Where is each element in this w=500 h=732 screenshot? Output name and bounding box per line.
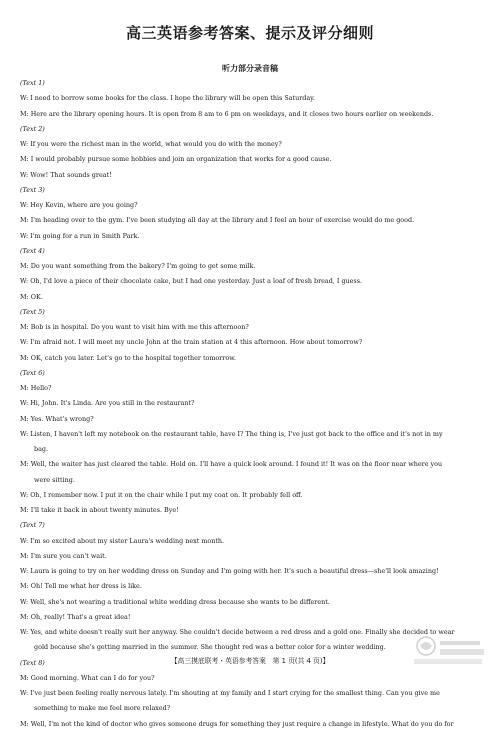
section-subtitle: 听力部分录音稿 <box>222 64 278 73</box>
page-footer: 【高三摸底联考・英语参考答案 第 1 页(共 4 页)】 <box>170 657 330 665</box>
transcript-line: W: Yes, and white doesn't really suit her anyway. She couldn't decide between a red dress and a gold one. Finally she decided to wear <box>20 628 455 636</box>
transcript-line: W: If you were the richest man in the world, what would you do with the money? <box>20 140 282 148</box>
transcript-line: W: Laura is going to try on her wedding dress on Sunday and I'm going with her. It's such a beautiful dress—she'll look amazing! <box>20 567 439 575</box>
transcript-line: W: Wow! That sounds great! <box>20 170 112 179</box>
transcript-line: M: Good morning. What can I do for you? <box>20 673 155 682</box>
transcript-line: W: Hi, John. It's Linda. Are you still in the restaurant? <box>20 399 195 408</box>
transcript-line: M: Yes. What's wrong? <box>20 414 94 423</box>
section-label: (Text 1) <box>20 79 45 87</box>
section-label: (Text 6) <box>20 368 45 377</box>
watermark-logo <box>408 633 488 667</box>
transcript-line: were sitting. <box>34 475 75 484</box>
section-label: (Text 3) <box>20 185 45 194</box>
transcript-line: M: Do you want something from the bakery? I'm going to get some milk. <box>20 262 256 270</box>
transcript-line: W: I'm so excited about my sister Laura's wedding next month. <box>20 536 225 545</box>
transcript-line: W: Well, she's not wearing a traditional white wedding dress because she wants to be different. <box>20 597 330 606</box>
page-title: 高三英语参考答案、提示及评分细则 <box>125 24 374 42</box>
transcript-line: W: I'm afraid not. I will meet my uncle John at the train station at 4 this afternoon. How about tomorrow? <box>20 338 363 347</box>
transcript-line: M: I'm sure you can't wait. <box>20 551 107 560</box>
transcript-line: M: OK, catch you later. Let's go to the hospital together tomorrow. <box>20 353 236 362</box>
transcript-line: M: I'm heading over to the gym. I've been studying all day at the library and I feel an hour of exercise would do me good. <box>20 216 415 225</box>
transcript-line: M: I'll take it back in about twenty minutes. Bye! <box>20 506 179 514</box>
transcript-line: W: I'm going for a run in Smith Park. <box>20 231 140 240</box>
transcript-line: W: Listen, I haven't left my notebook on the restaurant table, have I? The thing is, I've just got back to the office and it's not in my <box>20 429 443 438</box>
transcript-line: M: Oh, really! That's a great idea! <box>20 612 131 621</box>
transcript-line: W: Oh, I'd love a piece of their chocolate cake, but I had one yesterday. Just a loaf of fresh bread, I guess. <box>20 277 363 286</box>
transcript-line: M: Here are the library opening hours. It is open from 8 am to 6 pm on weekdays, and it closes two hours earlier on weekends. <box>20 109 434 118</box>
transcript-line: W: I need to borrow some books for the class. I hope the library will be open this Saturday. <box>20 94 315 103</box>
transcript-line: gold because she's getting married in the summer. She thought red was a better color for a winter wedding. <box>34 643 386 652</box>
transcript-line: W: I've just been feeling really nervous lately. I'm shouting at my family and I start crying for the smallest thing. Can you give me <box>20 689 440 697</box>
transcript-line: something to make me feel more relaxed? <box>34 704 171 713</box>
transcript-line: M: Bob is in hospital. Do you want to visit him with me this afternoon? <box>20 323 249 331</box>
transcript-line: M: Hello? <box>20 384 52 392</box>
section-label: (Text 7) <box>20 521 45 530</box>
transcript-line: M: I would probably pursue some hobbies and join an organization that works for a good cause. <box>20 155 332 164</box>
transcript-line: W: Oh, I remember now. I put it on the chair while I put my coat on. It probably fell off. <box>20 490 303 499</box>
section-label: (Text 8) <box>20 658 45 667</box>
transcript-line: M: Well, I'm not the kind of doctor who gives someone drugs for something they just require a change in lifestyle. What do you do for <box>20 719 454 728</box>
section-label: (Text 2) <box>20 124 45 133</box>
transcript-line: W: Hey Kevin, where are you going? <box>20 201 138 209</box>
transcript-line: M: OK. <box>20 292 43 301</box>
transcript-line: M: Well, the waiter has just cleared the table. Hold on. I'll have a quick look around. I found it! It was on the floor near where you <box>20 460 443 469</box>
transcript-line: M: Oh! Tell me what her dress is like. <box>20 582 142 591</box>
section-label: (Text 4) <box>20 246 45 255</box>
transcript-line: bag. <box>34 445 49 453</box>
section-label: (Text 5) <box>20 307 45 316</box>
